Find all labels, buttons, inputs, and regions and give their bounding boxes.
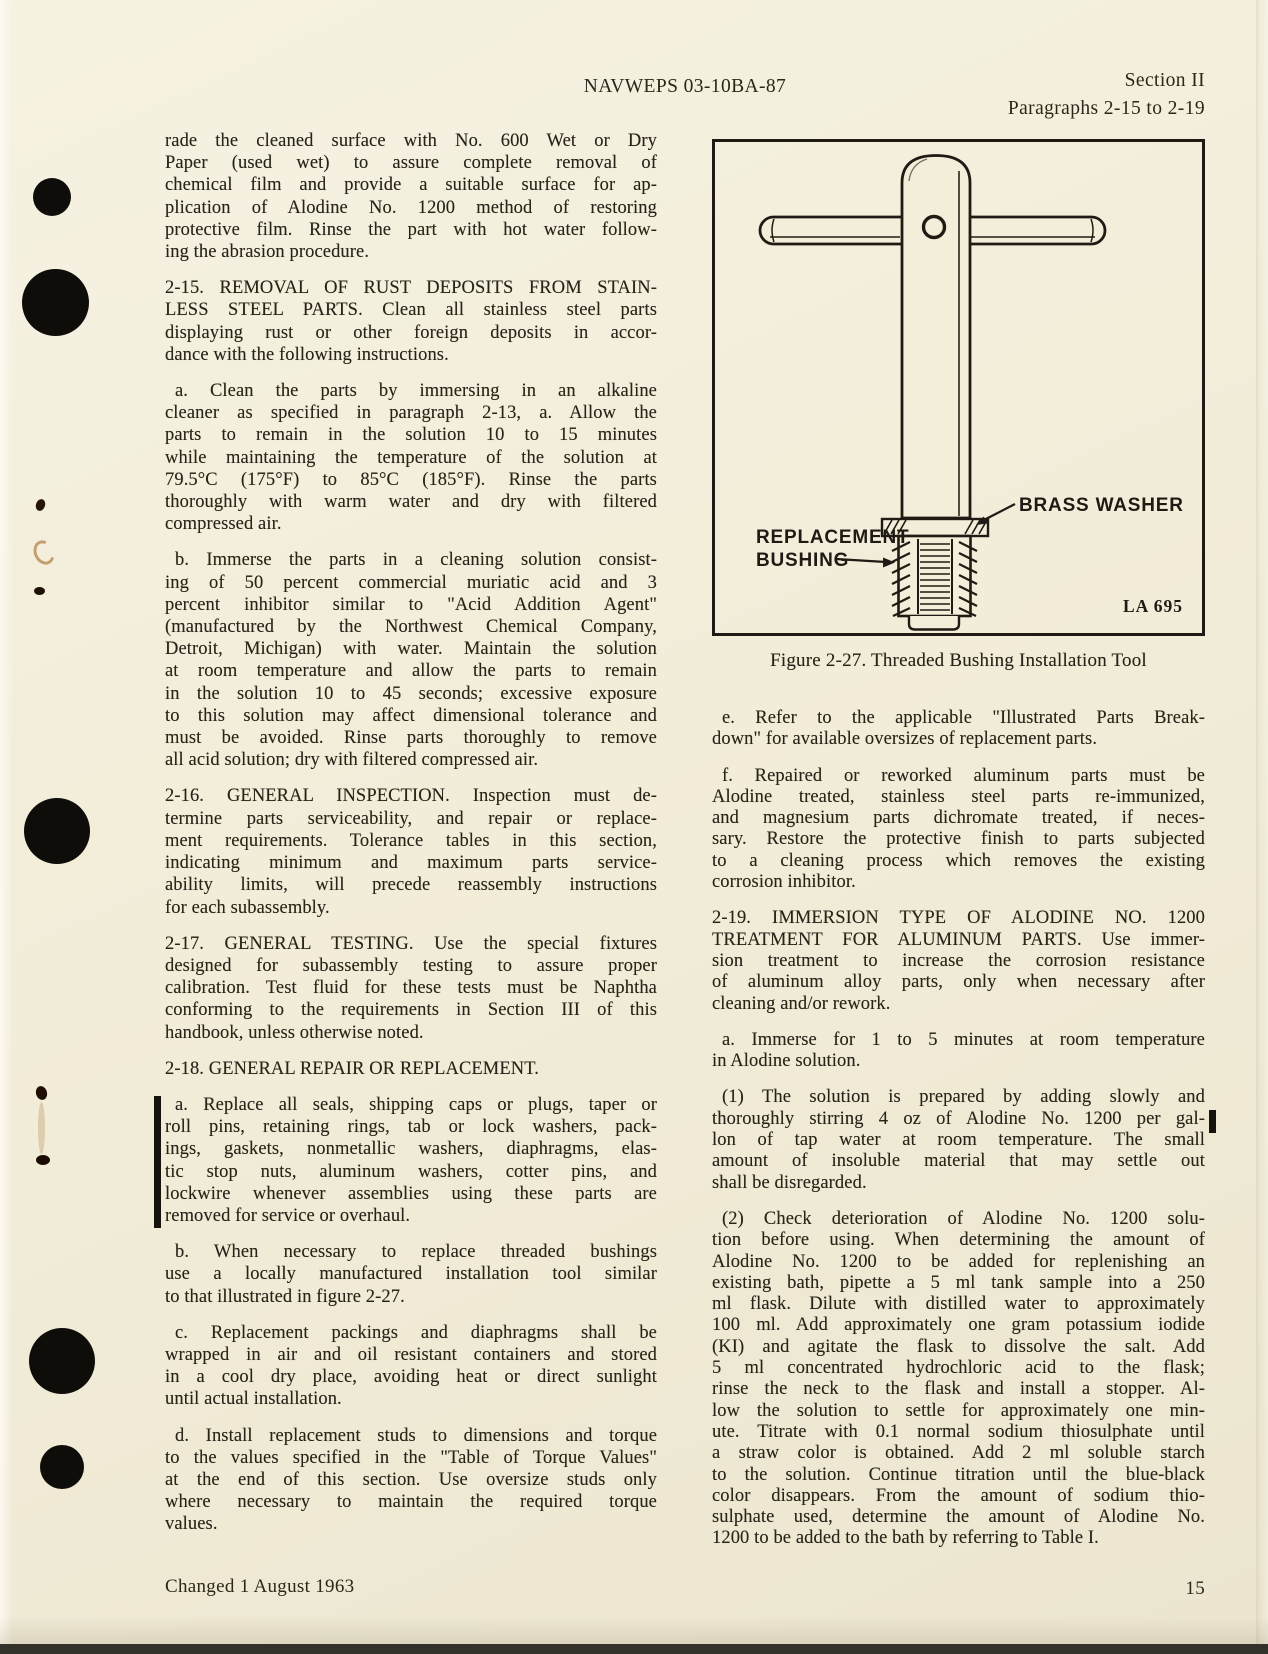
ink-speck xyxy=(34,498,47,512)
text-line: dance with the following instructions. xyxy=(165,344,449,365)
text-line: sulphate used, determine the amount of Alodine No. xyxy=(712,1507,1205,1528)
text-line: calibration. Test fluid for these tests must be Naphtha xyxy=(165,978,657,999)
replacement-bushing xyxy=(892,536,977,630)
text-line: thoroughly stirring 4 oz of Alodine No. 1200 per gal- xyxy=(712,1108,1205,1129)
text-line: ing of 50 percent commercial muriatic acid and 3 xyxy=(165,572,657,593)
text-line: corrosion inhibitor. xyxy=(712,872,856,893)
text-line: removed for service or overhaul. xyxy=(165,1205,411,1226)
text-line: to that illustrated in figure 2-27. xyxy=(165,1286,405,1307)
text-line: 2-17. GENERAL TESTING. Use the special fixtures xyxy=(165,933,657,954)
text-line: c. Replacement packings and diaphragms shall be xyxy=(175,1322,657,1343)
text-line: to this solution may affect dimensional tolerance and xyxy=(165,705,657,726)
label-bushing: BUSHING xyxy=(756,550,850,571)
arrowhead-icon xyxy=(883,558,895,568)
text-line: 5 ml concentrated hydrochloric acid to the flask; xyxy=(712,1358,1205,1379)
label-brass-washer: BRASS WASHER xyxy=(1019,495,1184,516)
text-line: sary. Restore the protective finish to parts subjected xyxy=(712,829,1205,850)
header-section: Section II xyxy=(1124,70,1205,91)
text-line: handbook, unless otherwise noted. xyxy=(165,1022,424,1043)
text-line: Alodine No. 1200 to be added for replenishing an xyxy=(712,1251,1205,1272)
figure-caption: Figure 2-27. Threaded Bushing Installation Tool xyxy=(770,650,1147,671)
text-line: existing bath, pipette a 5 ml tank sample into a 250 xyxy=(712,1272,1205,1293)
text-line: TREATMENT FOR ALUMINUM PARTS. Use immer- xyxy=(712,929,1205,950)
ink-speck xyxy=(36,1155,50,1165)
text-line: tic stop nuts, aluminum washers, cotter pins, and xyxy=(165,1161,657,1182)
text-line: a straw color is obtained. Add 2 ml soluble starch xyxy=(712,1443,1205,1464)
text-line: b. Immerse the parts in a cleaning solution consist- xyxy=(175,550,657,571)
text-line: designed for subassembly testing to assure proper xyxy=(165,955,657,976)
text-line: 1200 to be added to the bath by referring to Table I. xyxy=(712,1528,1099,1549)
change-bar-left xyxy=(154,1096,161,1228)
text-line: roll pins, retaining rings, tab or lock washers, pack- xyxy=(165,1117,657,1138)
figure-threaded-bushing-tool xyxy=(712,139,1205,636)
text-line: Paper (used wet) to assure complete removal of xyxy=(165,153,657,174)
text-line: until actual installation. xyxy=(165,1389,342,1410)
text-line: 79.5°C (175°F) to 85°C (185°F). Rinse the parts xyxy=(165,469,657,490)
paragraph xyxy=(165,549,657,771)
paragraph xyxy=(165,785,657,918)
punch-dot xyxy=(24,798,90,864)
ink-speck xyxy=(34,587,45,595)
text-line: ml flask. Dilute with distilled water to approximately xyxy=(712,1294,1205,1315)
paragraph xyxy=(712,766,1205,894)
text-line: 2-19. IMMERSION TYPE OF ALODINE NO. 1200 xyxy=(712,908,1205,929)
punch-dot xyxy=(33,178,71,216)
ink-smudge xyxy=(38,1102,45,1154)
text-line: ing the abrasion procedure. xyxy=(165,242,370,263)
paragraph xyxy=(165,933,657,1044)
handle-hole xyxy=(924,217,945,238)
text-line: 2-16. GENERAL INSPECTION. Inspection must de- xyxy=(165,786,657,807)
text-line: lon of tap water at room temperature. The small xyxy=(712,1130,1205,1151)
text-line: ability limits, will precede reassembly instructions xyxy=(165,875,657,896)
text-line: wrapped in air and oil resistant containers and stored xyxy=(165,1344,657,1365)
text-line: d. Install replacement studs to dimensions and torque xyxy=(175,1425,657,1446)
text-line: in Alodine solution. xyxy=(712,1051,861,1072)
text-line: values. xyxy=(165,1514,218,1535)
text-line: 2-15. REMOVAL OF RUST DEPOSITS FROM STAIN- xyxy=(165,278,657,299)
text-line: cleaner as specified in paragraph 2-13, a. Allow the xyxy=(165,403,657,424)
paragraph xyxy=(712,1087,1205,1193)
tool-shaft xyxy=(902,156,970,519)
text-line: (manufactured by the Northwest Chemical Company, xyxy=(165,617,657,638)
paragraph xyxy=(712,1030,1205,1073)
page-right-edge xyxy=(1256,0,1268,1654)
paragraph xyxy=(712,708,1205,751)
text-line: to the solution. Continue titration until the blue-black xyxy=(712,1464,1205,1485)
text-line: plication of Alodine No. 1200 method of restoring xyxy=(165,197,657,218)
text-line: compressed air. xyxy=(165,514,282,535)
text-line: for each subassembly. xyxy=(165,897,330,918)
paragraph xyxy=(165,1094,657,1227)
replacement-bushing-callout xyxy=(756,527,909,571)
text-line: ute. Titrate with 0.1 normal sodium thiosulphate until xyxy=(712,1421,1205,1442)
text-line: use a locally manufactured installation tool similar xyxy=(165,1264,657,1285)
header-doc-number: NAVWEPS 03-10BA-87 xyxy=(583,76,787,97)
text-line: while maintaining the temperature of the solution at xyxy=(165,447,657,468)
footer-change-note: Changed 1 August 1963 xyxy=(165,1576,355,1597)
text-line: termine parts serviceability, and repair or replace- xyxy=(165,808,657,829)
figure-plate-id: LA 695 xyxy=(1123,596,1183,616)
text-line: chemical film and provide a suitable surface for ap- xyxy=(165,175,657,196)
paragraph xyxy=(712,908,1205,1014)
text-line: 100 ml. Add approximately one gram potassium iodide xyxy=(712,1315,1205,1336)
text-line: cleaning and/or rework. xyxy=(712,993,891,1014)
brass-washer-callout xyxy=(976,495,1184,525)
footer-page-number: 15 xyxy=(1185,1578,1205,1599)
text-line: at room temperature and allow the parts to remain xyxy=(165,661,657,682)
text-line: b. When necessary to replace threaded bushings xyxy=(175,1242,657,1263)
text-line: tion before using. When determining the amount of xyxy=(712,1230,1205,1251)
text-line: all acid solution; dry with filtered compressed air. xyxy=(165,750,539,771)
text-line: shall be disregarded. xyxy=(712,1172,867,1193)
scan-bottom-strip xyxy=(0,1644,1268,1654)
text-line: sion treatment to increase the corrosion resistance xyxy=(712,950,1205,971)
paragraph xyxy=(165,380,657,535)
paragraph xyxy=(712,1209,1205,1550)
text-line: Detroit, Michigan) with water. Maintain the solution xyxy=(165,639,657,660)
punch-dot xyxy=(40,1445,84,1489)
text-line: amount of insoluble material that may settle out xyxy=(712,1151,1205,1172)
text-line: rinse the neck to the flask and install a stopper. Al- xyxy=(712,1379,1205,1400)
text-line: down" for available oversizes of replacement parts. xyxy=(712,729,1098,750)
text-line: f. Repaired or reworked aluminum parts must be xyxy=(722,765,1205,786)
text-line: conforming to the requirements in Section III of this xyxy=(165,1000,657,1021)
text-line: 2-18. GENERAL REPAIR OR REPLACEMENT. xyxy=(165,1058,539,1079)
text-line: parts to remain in the solution 10 to 15 minutes xyxy=(165,425,657,446)
paragraph xyxy=(165,130,657,263)
paragraph xyxy=(165,1322,657,1411)
text-line: ment requirements. Tolerance tables in this section, xyxy=(165,830,657,851)
text-line: to a cleaning process which removes the existing xyxy=(712,850,1205,871)
text-line: lockwire whenever assemblies using these parts are xyxy=(165,1183,657,1204)
text-line: LESS STEEL PARTS. Clean all stainless steel parts xyxy=(165,300,657,321)
page-left-edge xyxy=(0,0,13,1654)
text-line: color disappears. From the amount of sodium thio- xyxy=(712,1485,1205,1506)
header-paragraph-range: Paragraphs 2-15 to 2-19 xyxy=(1007,98,1205,119)
text-line: (1) The solution is prepared by adding slowly and xyxy=(722,1087,1205,1108)
text-line: Alodine treated, stainless steel parts re-immunized, xyxy=(712,786,1205,807)
text-line: in a cool dry place, avoiding heat or direct sunlight xyxy=(165,1367,657,1388)
text-line: indicating minimum and maximum parts service- xyxy=(165,853,657,874)
text-line: must be avoided. Rinse parts thoroughly to remove xyxy=(165,728,657,749)
text-line: a. Replace all seals, shipping caps or plugs, taper or xyxy=(175,1094,657,1115)
text-line: (2) Check deterioration of Alodine No. 1200 solu- xyxy=(722,1208,1205,1229)
punch-dot xyxy=(29,1328,95,1394)
label-replacement: REPLACEMENT xyxy=(756,527,910,548)
change-bar-right xyxy=(1209,1110,1216,1133)
text-line: at the end of this section. Use oversize studs only xyxy=(165,1469,657,1490)
paragraph xyxy=(165,1425,657,1536)
text-line: percent inhibitor similar to "Acid Addition Agent" xyxy=(165,594,657,615)
text-line: low the solution to settle for approximately one min- xyxy=(712,1400,1205,1421)
text-line: e. Refer to the applicable "Illustrated Parts Break- xyxy=(722,708,1205,728)
paragraph xyxy=(165,277,657,366)
text-line: a. Clean the parts by immersing in an alkaline xyxy=(175,381,657,402)
left-column xyxy=(165,130,657,1550)
text-line: thoroughly with warm water and dry with filtered xyxy=(165,492,657,513)
page-bottom-shadow xyxy=(0,1616,1268,1644)
text-line: in the solution 10 to 45 seconds; excessive exposure xyxy=(165,683,657,704)
text-line: ings, gaskets, nonmetallic washers, diaphragms, elas- xyxy=(165,1139,657,1160)
text-line: protective film. Rinse the part with hot water follow- xyxy=(165,219,657,240)
text-line: (KI) and agitate the flask to dissolve the salt. Add xyxy=(712,1336,1205,1357)
text-line: and magnesium parts dichromate treated, if neces- xyxy=(712,808,1205,829)
paragraph xyxy=(165,1058,657,1080)
paragraph xyxy=(165,1241,657,1308)
text-line: to the values specified in the "Table of Torque Values" xyxy=(165,1447,657,1468)
text-line: of aluminum alloy parts, only when necessary after xyxy=(712,972,1205,993)
ink-speck xyxy=(34,1085,48,1101)
right-column xyxy=(712,708,1205,1565)
text-line: displaying rust or other foreign deposits in accor- xyxy=(165,322,657,343)
ink-speck xyxy=(30,537,59,568)
text-line: rade the cleaned surface with No. 600 Wet or Dry xyxy=(165,131,657,151)
punch-dot xyxy=(22,269,89,336)
text-line: a. Immerse for 1 to 5 minutes at room temperature xyxy=(722,1029,1205,1050)
text-line: where necessary to maintain the required torque xyxy=(165,1492,657,1513)
